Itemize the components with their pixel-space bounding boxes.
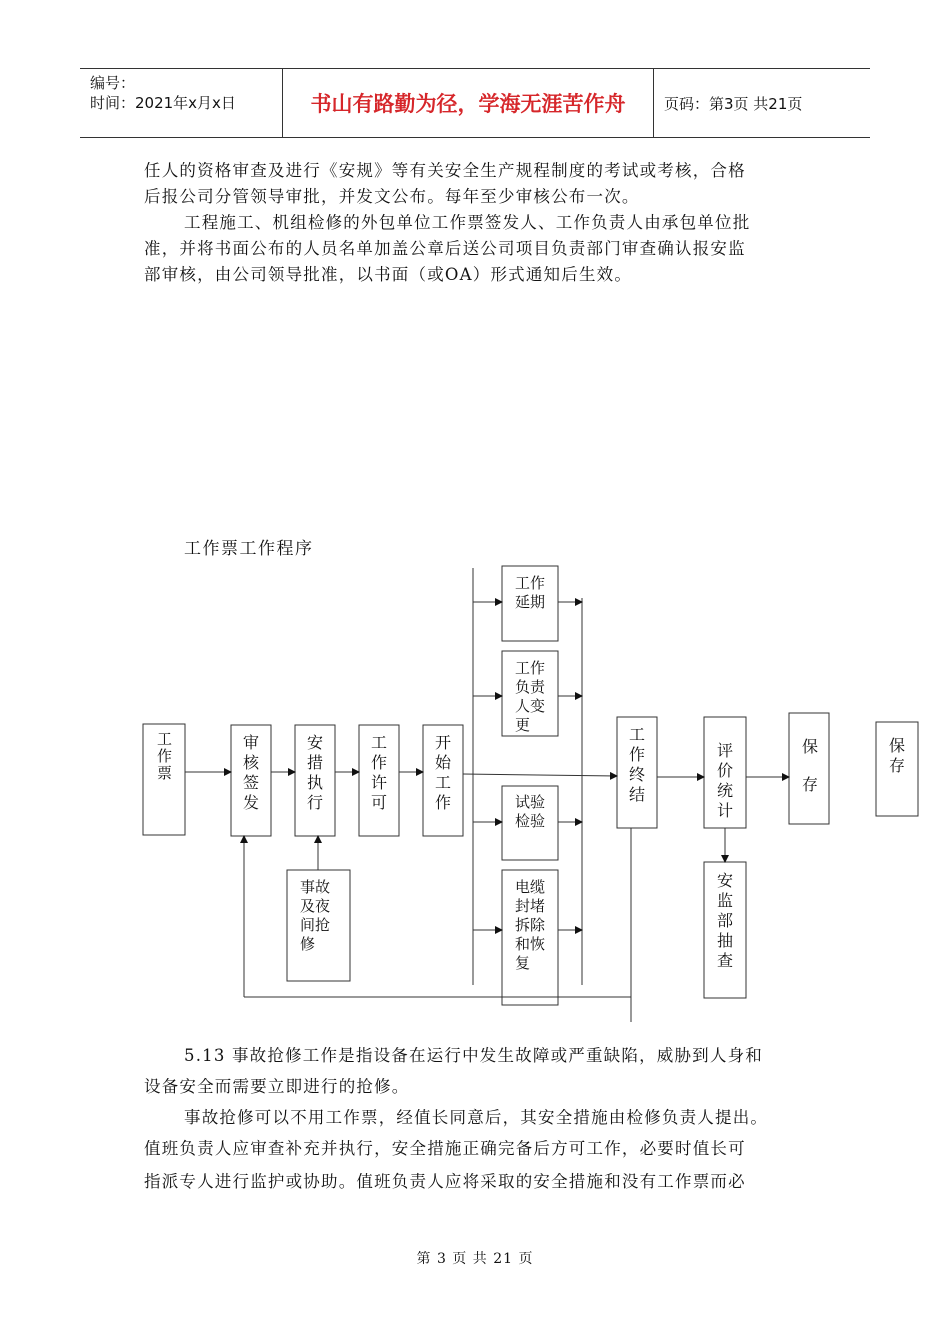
node-accident-repair: 事故 及夜 间抢 修 (300, 878, 331, 953)
paragraph-line: 任人的资格审查及进行《安规》等有关安全生产规程制度的考试或考核，合格 (144, 161, 746, 180)
paragraph-line: 指派专人进行监护或协助。值班负责人应将采取的安全措施和没有工作票而必 (144, 1172, 746, 1191)
node-safety-measures: 安 措 执 行 (307, 733, 324, 812)
node-work-extension: 工作 延期 (515, 574, 546, 611)
paragraph-text: 事故抢修可以不用工作票，经值长同意后，其安全措施由检修负责人提出。 (184, 1108, 769, 1127)
node-evaluate-stats: 评 价 统 计 (717, 741, 734, 820)
document-date: 时间：2021年x月x日 (90, 94, 236, 112)
paragraph-line: 后报公司分管领导审批，并发文公布。每年至少审核公布一次。 (144, 187, 640, 206)
node-review: 审 核 签 发 (243, 733, 260, 812)
node-cable-sealing: 电缆 封堵 拆除 和恢 复 (515, 878, 546, 972)
document-number-label: 编号： (90, 74, 136, 92)
paragraph-line: 准，并将书面公布的人员名单加盖公章后送公司项目负责部门审查确认报安监 (144, 239, 746, 258)
paragraph-text: 5.13 事故抢修工作是指设备在运行中发生故障或严重缺陷，威胁到人身和 (184, 1046, 763, 1065)
node-save-secondary: 保 存 (889, 736, 906, 775)
node-start-work: 开 始 工 作 (435, 733, 452, 812)
node-test-inspection: 试验 检验 (515, 793, 546, 830)
page-footer: 第 3 页 共 21 页 (416, 1251, 534, 1267)
paragraph-text: 工程施工、机组检修的外包单位工作票签发人、工作负责人由承包单位批 (184, 213, 751, 232)
paragraph-line (144, 1040, 814, 1072)
paragraph-line: 设备安全而需要立即进行的抢修。 (144, 1077, 410, 1096)
paragraph-line (144, 1102, 814, 1134)
node-save-primary: 保 存 (802, 737, 819, 794)
node-safety-audit: 安 监 部 抽 查 (717, 871, 734, 970)
node-save1-box (789, 713, 829, 824)
node-work-permit: 工 作 许 可 (371, 733, 388, 812)
node-work-end: 工 作 终 结 (629, 725, 646, 804)
node-leader-change: 工作 负责 人变 更 (515, 659, 546, 734)
paragraph-line: 部审核，由公司领导批准，以书面（或OA）形式通知后生效。 (144, 265, 633, 284)
flowchart-title: 工作票工作程序 (184, 539, 314, 559)
node-work-ticket: 工 作 票 (157, 730, 173, 782)
paragraph-line: 值班负责人应审查补充并执行，安全措施正确完备后方可工作，必要时值长可 (144, 1139, 746, 1158)
header-page-number: 页码：第3页 共21页 (664, 94, 803, 113)
header-motto: 书山有路勤为径，学海无涯苦作舟 (283, 69, 654, 137)
